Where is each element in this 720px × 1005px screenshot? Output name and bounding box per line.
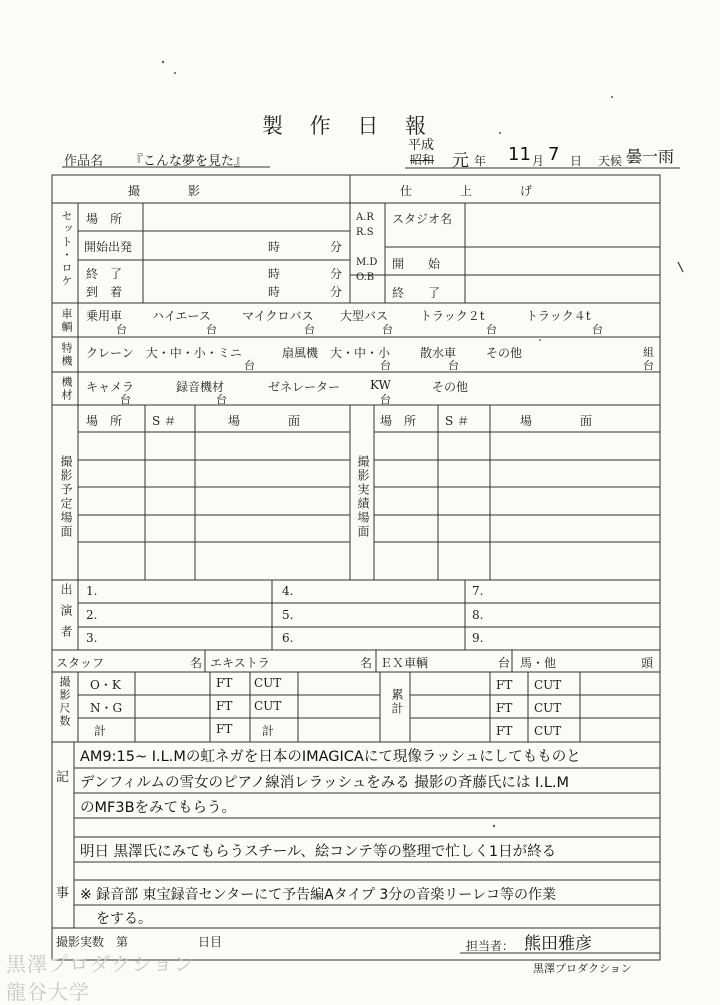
month-value: 11 [508, 144, 531, 165]
vehicles-side-label: 車輌 [60, 308, 73, 334]
scene-col-s: S ＃ [152, 414, 177, 428]
film-cumul-label: 累計 [390, 688, 404, 716]
arrive-hour: 時 [268, 285, 281, 299]
ft-unit: FT [496, 678, 513, 692]
film-ng-label: N・G [90, 701, 123, 715]
horse-unit: 頭 [641, 656, 654, 670]
equipment-generator: ゼネレーター [268, 380, 341, 394]
vehicle-microbus: マイクロバス [242, 309, 314, 323]
note-line: ※ 録音部 東宝録音センターにて予告編Aタイプ 3分の音楽リーレコ等の作業 [80, 887, 557, 903]
ex-car-label: ＥＸ車輌 [380, 656, 429, 670]
set-place-label: 場 所 [86, 212, 123, 226]
film-ok-label: O・K [90, 678, 121, 692]
film-side-label: 撮影尺数 [58, 676, 71, 728]
scene-col-scene: 場 面 [228, 414, 301, 428]
finish-header: 仕 上 げ [400, 184, 533, 198]
note-line: をする。 [96, 911, 152, 927]
film-total-label: 計 [94, 724, 107, 738]
film-total-label-2: 計 [262, 724, 275, 738]
start-minute: 分 [330, 240, 343, 254]
end-minute: 分 [330, 267, 343, 281]
equipment-unit: 台 [216, 393, 227, 406]
ft-unit: FT [216, 676, 233, 690]
cast-side-label: 出演者 [59, 583, 73, 646]
note-line: 明日 黒澤氏にみてもらうスチール、絵コンテ等の整理で忙しく1日が終る [80, 844, 557, 860]
special-unit: 台 [643, 359, 654, 372]
era-printed: 昭和 [410, 153, 435, 167]
pen-mark [678, 262, 683, 272]
begin-label: 開 始 [392, 257, 441, 271]
arrive-minute: 分 [330, 285, 343, 299]
special-unit-set: 組 [643, 346, 654, 359]
start-hour: 時 [268, 240, 281, 254]
set-arrive-label: 到 着 [86, 285, 123, 299]
special-unit: 台 [380, 359, 391, 372]
ft-unit: FT [216, 722, 233, 736]
staff-unit: 名 [190, 656, 203, 670]
vehicle-unit: 台 [206, 323, 217, 336]
person-name: 熊田雅彦 [524, 934, 592, 954]
ft-unit: FT [216, 699, 233, 713]
equipment-kw: KW [370, 378, 391, 392]
finish-label: 終 了 [392, 286, 441, 300]
special-fan: 扇風機 大・中・小 [282, 346, 391, 360]
note-line: デンフィルムの雪女のピアノ線消レラッシュをみる 撮影の斉藤氏には I.L.M [80, 775, 570, 791]
watermark-line1: 黒澤プロダクション [6, 952, 195, 976]
vehicle-unit: 台 [592, 323, 603, 336]
ar-rs-label: A.R R.S [356, 212, 374, 238]
cut-unit: CUT [254, 699, 282, 713]
vehicle-truck4: トラック４t [526, 309, 591, 323]
year-unit: 年 [474, 154, 487, 168]
cast-slot: 8. [472, 608, 484, 622]
cast-slot: 5. [282, 608, 294, 622]
set-start-label: 開始出発 [84, 240, 133, 254]
page-title: 製 作 日 報 [262, 114, 437, 138]
equipment-sound: 録音機材 [176, 380, 225, 394]
notes-side-bottom: 事 [56, 886, 70, 901]
special-water: 散水車 [420, 346, 457, 360]
set-end-label: 終 了 [86, 267, 123, 281]
cut-unit: CUT [254, 676, 282, 690]
watermark-line2: 龍谷大学 [6, 980, 90, 1004]
day-unit: 日 [570, 154, 583, 168]
vehicle-unit: 台 [116, 323, 127, 336]
shoot-header: 撮 影 [128, 184, 201, 198]
shoot-days-label: 撮影実数 第 [56, 935, 129, 949]
horse-label: 馬・他 [520, 656, 557, 670]
special-unit: 台 [244, 359, 255, 372]
extra-unit: 名 [360, 656, 373, 670]
vehicle-unit: 台 [304, 323, 315, 336]
vehicle-hiace: ハイエース [152, 309, 211, 323]
scene-plan-label: 撮影予定場面 [59, 455, 73, 539]
set-side-label: セット・ロケ [60, 210, 73, 288]
special-crane: クレーン 大・中・小・ミニ [86, 346, 242, 360]
cast-slot: 7. [472, 584, 484, 598]
day-value: 7 [548, 144, 560, 165]
vehicle-car: 乗用車 [86, 309, 123, 323]
cast-slot: 2. [86, 608, 98, 622]
person-label: 担当者： [466, 939, 515, 953]
weather-value: 曇一雨 [626, 147, 675, 166]
work-label: 作品名 [64, 154, 104, 169]
equipment-camera: キャメラ [86, 380, 135, 394]
year-value: 元 [452, 151, 469, 171]
equipment-unit: 台 [380, 393, 391, 406]
cast-slot: 4. [282, 584, 294, 598]
cut-unit: CUT [534, 724, 562, 738]
extra-label: エキストラ [210, 656, 270, 670]
special-side-label: 特機 [60, 342, 73, 368]
staff-label: スタッフ [56, 656, 105, 670]
note-line: AM9:15~ I.L.Mの虹ネガを日本のIMAGICAにて現像ラッシュにしてもものと [80, 749, 581, 765]
month-unit: 月 [532, 154, 545, 168]
notes-side-top: 記 [56, 770, 70, 785]
ft-unit: FT [496, 701, 513, 715]
scene-col-scene-actual: 場 面 [520, 414, 593, 428]
cast-slot: 3. [86, 631, 98, 645]
equipment-side-label: 機材 [60, 376, 73, 402]
shoot-days-suffix: 日目 [198, 935, 223, 949]
ft-unit: FT [496, 724, 513, 738]
equipment-other: その他 [432, 380, 469, 394]
scene-col-place-actual: 場 所 [380, 414, 417, 428]
company-name: 黒澤プロダクション [533, 962, 632, 975]
work-name: 『こんな夢を見た』 [130, 154, 248, 169]
ex-car-unit: 台 [498, 656, 511, 670]
scene-actual-label: 撮影実績場面 [356, 455, 370, 539]
vehicle-unit: 台 [382, 323, 393, 336]
scene-col-place: 場 所 [86, 414, 123, 428]
vehicle-bus: 大型バス [340, 309, 389, 323]
cast-slot: 1. [86, 584, 98, 598]
scene-col-s-actual: S ＃ [445, 414, 470, 428]
equipment-unit: 台 [120, 393, 131, 406]
special-unit: 台 [448, 359, 459, 372]
cut-unit: CUT [534, 678, 562, 692]
md-ob-label: M.D O.B [356, 257, 378, 283]
vehicle-unit: 台 [486, 323, 497, 336]
cast-slot: 9. [472, 631, 484, 645]
vehicle-truck2: トラック２t [420, 309, 485, 323]
note-line: のMF3Bをみてもらう。 [80, 800, 237, 816]
weather-label: 天候 [598, 154, 623, 168]
cut-unit: CUT [534, 701, 562, 715]
cast-slot: 6. [282, 631, 294, 645]
studio-label: スタジオ名 [392, 212, 453, 226]
end-hour: 時 [268, 267, 281, 281]
era-written: 平成 [408, 138, 435, 153]
special-other: その他 [486, 346, 523, 360]
